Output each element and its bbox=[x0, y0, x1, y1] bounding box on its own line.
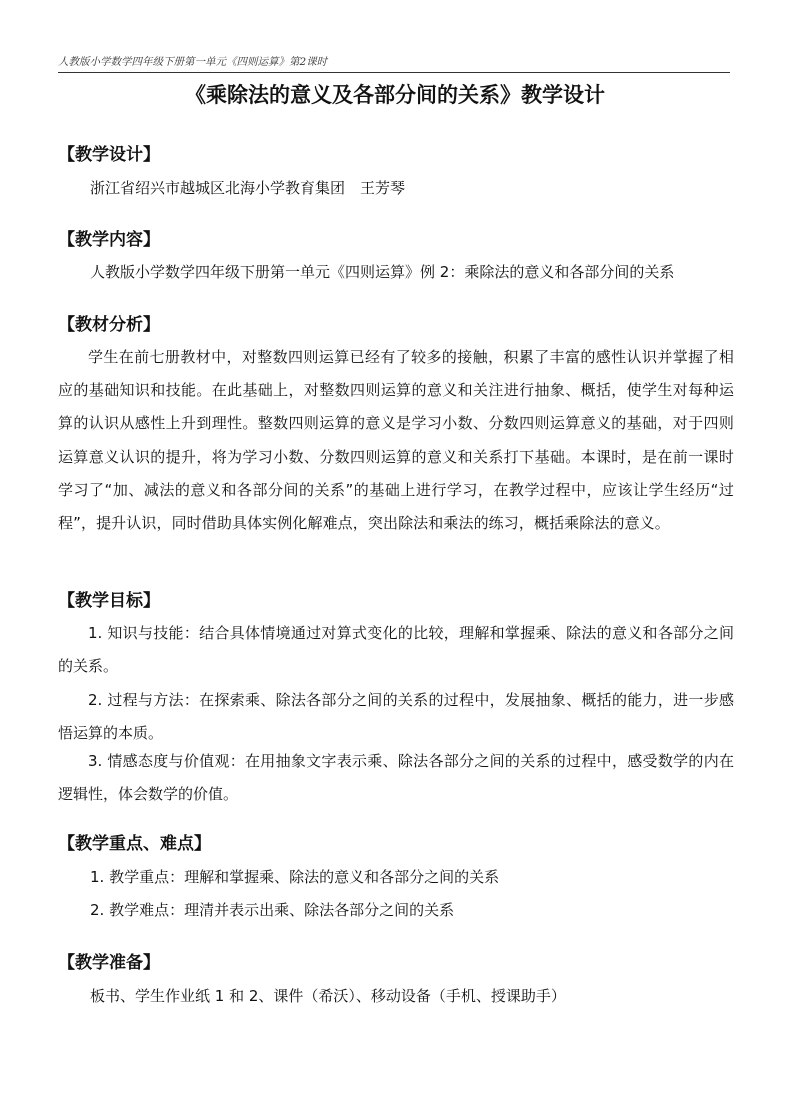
document-title: 《乘除法的意义及各部分间的关系》教学设计 bbox=[185, 83, 605, 107]
section-heading-preparation: 【教学准备】 bbox=[58, 953, 160, 973]
section-heading-goals: 【教学目标】 bbox=[58, 591, 160, 611]
running-header: 人教版小学数学四年级下册第一单元《四则运算》第2课时 bbox=[58, 56, 730, 73]
section-heading-design: 【教学设计】 bbox=[58, 145, 160, 165]
section-heading-content: 【教学内容】 bbox=[58, 230, 160, 250]
key-point-item-1: 1. 教学重点：理解和掌握乘、除法的意义和各部分之间的关系 bbox=[90, 868, 500, 886]
preparation-text: 板书、学生作业纸 1 和 2、课件（希沃）、移动设备（手机、授课助手） bbox=[90, 987, 566, 1005]
goal-item-1: 1. 知识与技能：结合具体情境通过对算式变化的比较，理解和掌握乘、除法的意义和各部分之间的关系。 bbox=[58, 624, 734, 676]
goal-item-3: 3. 情感态度与价值观：在用抽象文字表示乘、除法各部分之间的关系的过程中，感受数学的内在逻辑性，体会数学的价值。 bbox=[58, 752, 734, 804]
analysis-paragraph: 学生在前七册教材中，对整数四则运算已经有了较多的接触，积累了丰富的感性认识并掌握了相应的基础知识和技能。在此基础上，对整数四则运算的意义和关注进行抽象、概括，使学生对每种运算的认识从感性上升到理性。整数四则运算的意义是学习小数、分数四则运算意义的基础，对于四则运算意义认识的提升，将为学习小数、分数四则运算的意义和关系打下基础。本课时，是在前一课时学习了“加、减法的意义和各部分间的关系”的基础上进行学习，在教学过程中，应该让学生经历“过程”，提升认识，同时借助具体实例化解难点，突出除法和乘法的练习，概括乘除法的意义。 bbox=[58, 348, 734, 533]
section-heading-analysis: 【教材分析】 bbox=[58, 315, 160, 335]
author-line: 浙江省绍兴市越城区北海小学教育集团 王芳琴 bbox=[90, 179, 406, 197]
key-point-item-2: 2. 教学难点：理清并表示出乘、除法各部分之间的关系 bbox=[90, 901, 455, 919]
section-heading-key-points: 【教学重点、难点】 bbox=[58, 834, 211, 854]
content-text: 人教版小学数学四年级下册第一单元《四则运算》例 2：乘除法的意义和各部分间的关系 bbox=[90, 263, 675, 281]
goal-item-2: 2. 过程与方法：在探索乘、除法各部分之间的关系的过程中，发展抽象、概括的能力，进一步感悟运算的本质。 bbox=[58, 691, 734, 743]
